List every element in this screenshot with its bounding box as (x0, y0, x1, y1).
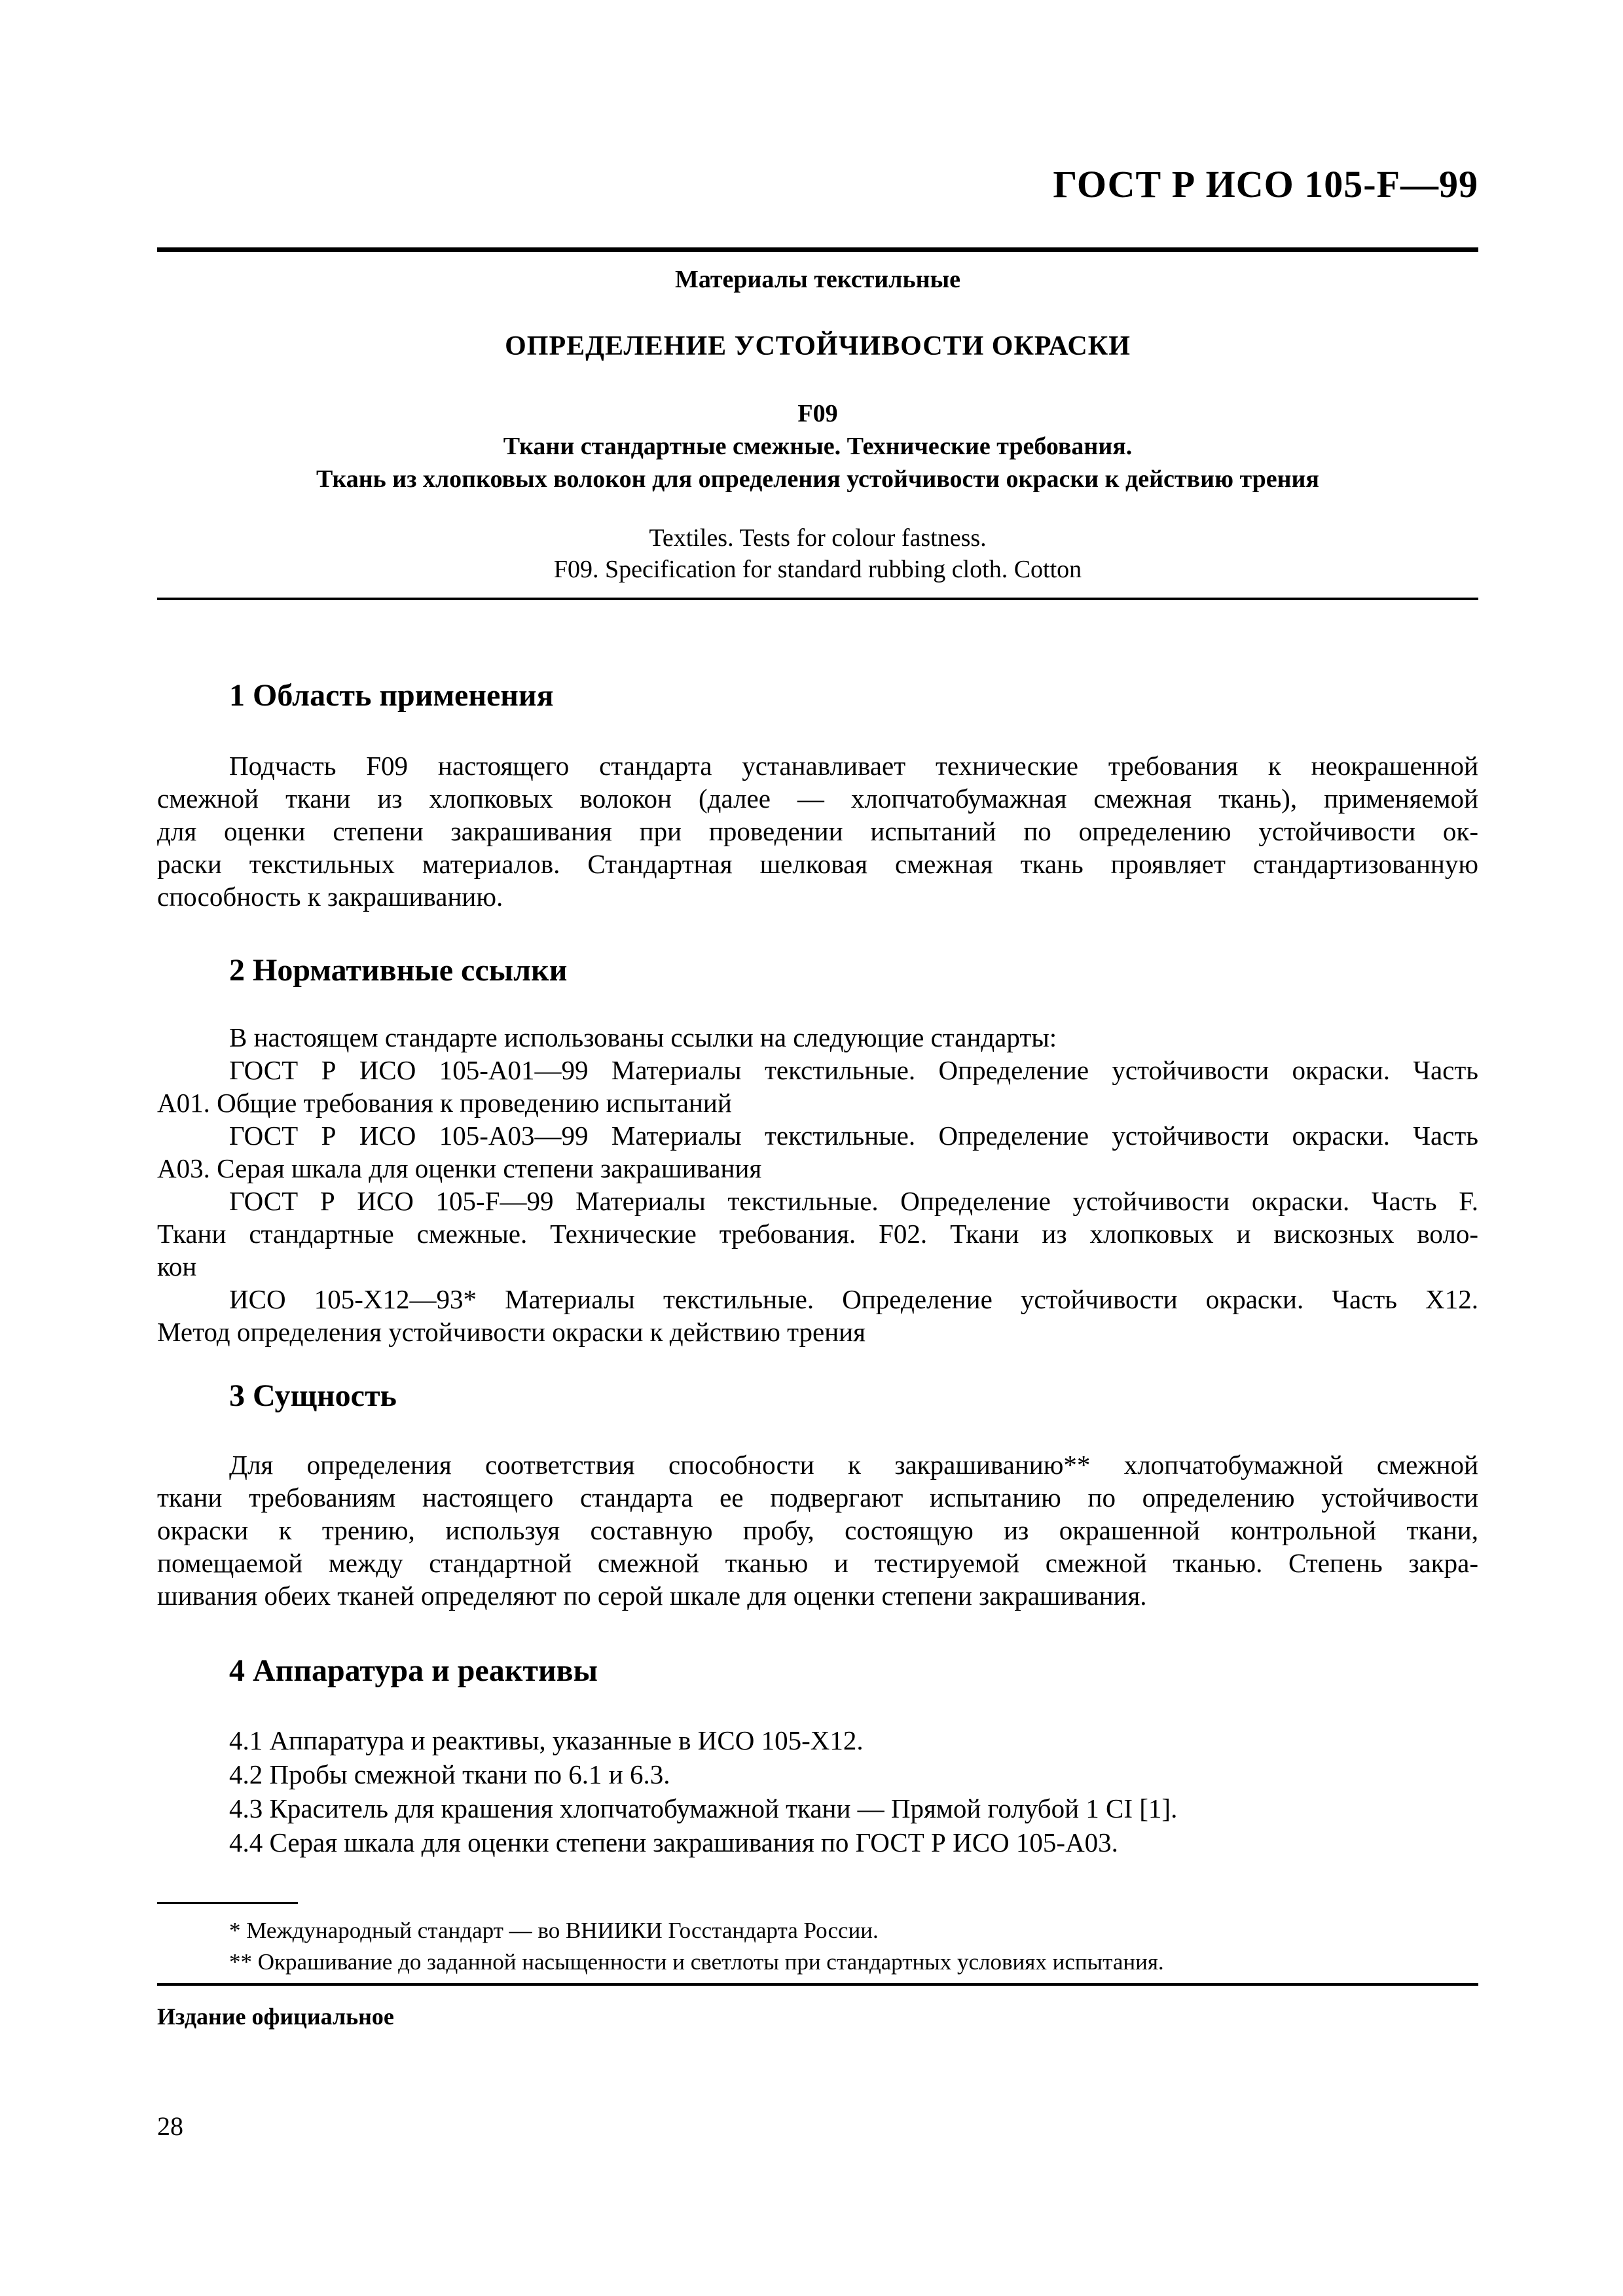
header-rule (157, 247, 1478, 252)
reference-line: ГОСТ Р ИСО 105-А01—99 Материалы текстильные. Определение устойчивости окраски. Часть (229, 1055, 1478, 1085)
paragraph-line: Подчасть F09 настоящего стандарта устанавливает технические требования к неокрашенной (229, 751, 1478, 781)
section-4-list (229, 1723, 1177, 1859)
edition-label: Издание официальное (157, 2003, 394, 2030)
reference-line: А03. Серая шкала для оценки степени закрашивания (157, 1153, 762, 1183)
english-title-1: Textiles. Tests for colour fastness. (649, 524, 987, 552)
paragraph-line: Для определения соответствия способности к закрашиванию** хлопчатобумажной смежной (229, 1450, 1478, 1480)
subject-line: Материалы текстильные (674, 266, 961, 293)
section-2-text (157, 1021, 1478, 1348)
reference-line: кон (157, 1251, 197, 1282)
subtitle-line-2: Ткань из хлопковых волокон для определения устойчивости окраски к действию трения (316, 465, 1319, 493)
list-item: 4.1 Аппаратура и реактивы, указанные в ИСО 105-Х12. (229, 1725, 864, 1755)
footer-rule (157, 1983, 1478, 1986)
reference-line: ГОСТ Р ИСО 105-F—99 Материалы текстильные. Определение устойчивости окраски. Часть F. (229, 1186, 1478, 1216)
subtitle-line-1: Ткани стандартные смежные. Технические требования. (503, 433, 1133, 460)
section-heading-4: 4 Аппаратура и реактивы (229, 1653, 598, 1688)
paragraph-line: раски текстильных материалов. Стандартная шелковая смежная ткань проявляет стандартизованную (157, 849, 1478, 879)
page-number: 28 (157, 2111, 183, 2141)
paragraph-line: шивания обеих тканей определяют по серой шкале для оценки степени закрашивания. (157, 1581, 1147, 1611)
title-rule (157, 598, 1478, 600)
standard-code: ГОСТ Р ИСО 105-F—99 (1053, 163, 1478, 206)
paragraph-line: окраски к трению, используя составную пробу, состоящую из окрашенной контрольной ткани, (157, 1515, 1478, 1545)
paragraph-line: способность к закрашиванию. (157, 882, 503, 912)
section-heading-3: 3 Сущность (229, 1378, 397, 1413)
paragraph-line: В настоящем стандарте использованы ссылки на следующие стандарты: (229, 1022, 1057, 1052)
section-heading-1: 1 Область применения (229, 678, 554, 713)
footnote-1: * Международный стандарт — во ВНИИКИ Госстандарта России. (229, 1918, 879, 1943)
english-title-2: F09. Specification for standard rubbing cloth. Cotton (553, 556, 1082, 583)
section-1-text (157, 749, 1478, 913)
section-heading-2: 2 Нормативные ссылки (229, 953, 568, 988)
footnote-2: ** Окрашивание до заданной насыщенности и светлоты при стандартных условиях испытания. (229, 1949, 1164, 1975)
document-page (157, 0, 1478, 2296)
reference-line: Ткани стандартные смежные. Технические требования. F02. Ткани из хлопковых и вискозных воло- (157, 1219, 1478, 1249)
document-title: ОПРЕДЕЛЕНИЕ УСТОЙЧИВОСТИ ОКРАСКИ (505, 331, 1131, 361)
reference-line: Метод определения устойчивости окраски к действию трения (157, 1317, 866, 1347)
reference-line: ГОСТ Р ИСО 105-А03—99 Материалы текстильные. Определение устойчивости окраски. Часть (229, 1121, 1478, 1151)
list-item: 4.4 Серая шкала для оценки степени закрашивания по ГОСТ Р ИСО 105-А03. (229, 1827, 1118, 1857)
footnote-separator (157, 1902, 298, 1904)
paragraph-line: для оценки степени закрашивания при проведении испытаний по определению устойчивости ок- (157, 816, 1478, 846)
paragraph-line: смежной ткани из хлопковых волокон (далее — хлопчатобумажная смежная ткань), применяемой (157, 783, 1478, 814)
paragraph-line: помещаемой между стандартной смежной тканью и тестируемой смежной тканью. Степень закра- (157, 1548, 1478, 1578)
list-item: 4.3 Краситель для крашения хлопчатобумажной ткани — Прямой голубой 1 CI [1]. (229, 1793, 1178, 1823)
paragraph-line: ткани требованиям настоящего стандарта ее подвергают испытанию по определению устойчивости (157, 1482, 1478, 1513)
reference-line: ИСО 105-Х12—93* Материалы текстильные. Определение устойчивости окраски. Часть Х12. (229, 1284, 1478, 1314)
list-item: 4.2 Пробы смежной ткани по 6.1 и 6.3. (229, 1759, 670, 1789)
reference-line: А01. Общие требования к проведению испытаний (157, 1088, 732, 1118)
section-3-text (157, 1448, 1478, 1612)
part-code: F09 (797, 400, 838, 427)
